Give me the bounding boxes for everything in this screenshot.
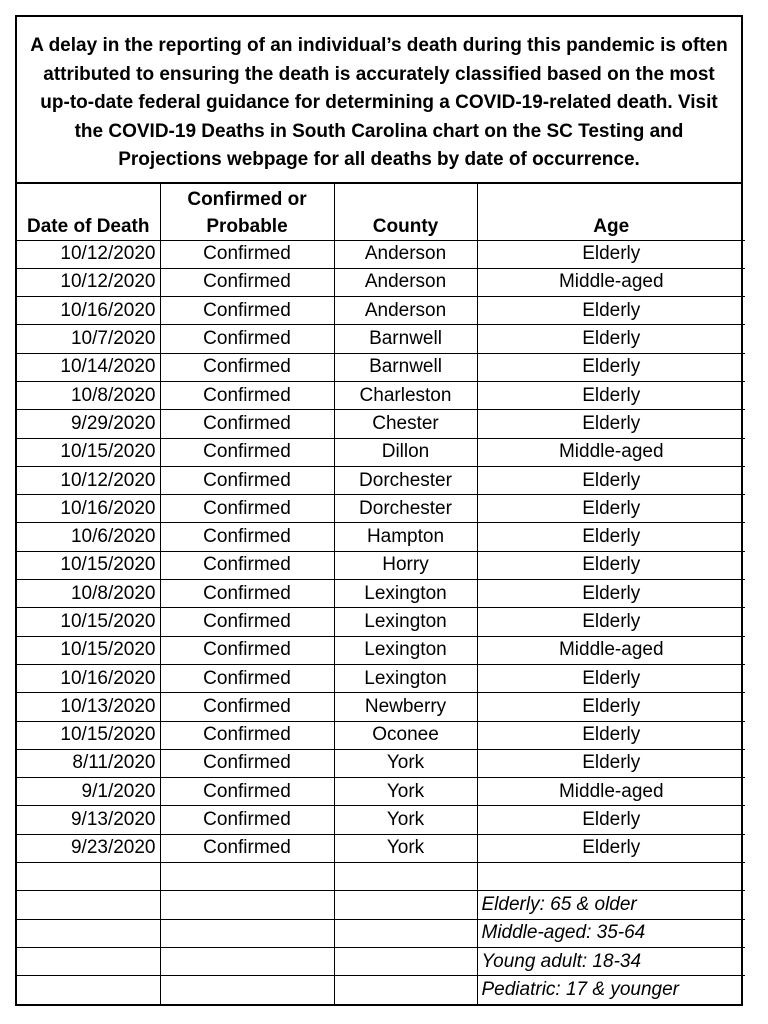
table-row	[17, 466, 745, 494]
empty-cell	[334, 919, 477, 947]
cell-age: Elderly	[477, 325, 745, 353]
deaths-table	[17, 184, 745, 1004]
header-date-of-death: Date of Death	[17, 184, 160, 240]
cell-age: Middle-aged	[477, 438, 745, 466]
cell-age: Elderly	[477, 806, 745, 834]
cell-date-of-death: 10/12/2020	[17, 240, 160, 268]
table-row	[17, 778, 745, 806]
cell-county: Anderson	[334, 297, 477, 325]
cell-county: Lexington	[334, 608, 477, 636]
table-row	[17, 438, 745, 466]
header-county: County	[334, 184, 477, 240]
table-row	[17, 749, 745, 777]
table-row	[17, 268, 745, 296]
table-row	[17, 495, 745, 523]
cell-confirmed-or-probable: Confirmed	[160, 438, 334, 466]
cell-age: Elderly	[477, 297, 745, 325]
cell-date-of-death: 10/15/2020	[17, 721, 160, 749]
cell-county: Barnwell	[334, 353, 477, 381]
cell-county: Charleston	[334, 381, 477, 409]
cell-confirmed-or-probable: Confirmed	[160, 325, 334, 353]
table-row	[17, 240, 745, 268]
table-row	[17, 325, 745, 353]
deaths-report-sheet	[15, 15, 743, 1006]
cell-age: Elderly	[477, 466, 745, 494]
cell-date-of-death: 8/11/2020	[17, 749, 160, 777]
age-legend-entry: Pediatric: 17 & younger	[477, 976, 745, 1004]
cell-date-of-death: 10/8/2020	[17, 580, 160, 608]
cell-county: Dorchester	[334, 495, 477, 523]
cell-age: Elderly	[477, 749, 745, 777]
empty-cell	[160, 863, 334, 891]
legend-row	[17, 976, 745, 1004]
cell-age: Elderly	[477, 608, 745, 636]
empty-cell	[334, 891, 477, 919]
cell-date-of-death: 9/13/2020	[17, 806, 160, 834]
cell-date-of-death: 9/23/2020	[17, 834, 160, 862]
cell-county: York	[334, 778, 477, 806]
age-legend-entry: Young adult: 18-34	[477, 947, 745, 975]
cell-confirmed-or-probable: Confirmed	[160, 693, 334, 721]
cell-age: Elderly	[477, 410, 745, 438]
cell-date-of-death: 10/15/2020	[17, 551, 160, 579]
empty-cell	[160, 891, 334, 919]
cell-age: Middle-aged	[477, 268, 745, 296]
cell-confirmed-or-probable: Confirmed	[160, 297, 334, 325]
cell-date-of-death: 10/15/2020	[17, 438, 160, 466]
cell-date-of-death: 10/13/2020	[17, 693, 160, 721]
legend-row	[17, 919, 745, 947]
table-row	[17, 580, 745, 608]
cell-age: Elderly	[477, 551, 745, 579]
cell-confirmed-or-probable: Confirmed	[160, 268, 334, 296]
cell-confirmed-or-probable: Confirmed	[160, 551, 334, 579]
cell-date-of-death: 9/29/2020	[17, 410, 160, 438]
cell-county: Lexington	[334, 664, 477, 692]
age-legend-entry: Middle-aged: 35-64	[477, 919, 745, 947]
cell-confirmed-or-probable: Confirmed	[160, 240, 334, 268]
cell-date-of-death: 10/8/2020	[17, 381, 160, 409]
header-row	[17, 184, 745, 240]
age-legend-entry: Elderly: 65 & older	[477, 891, 745, 919]
cell-county: Newberry	[334, 693, 477, 721]
table-row	[17, 551, 745, 579]
header-age: Age	[477, 184, 745, 240]
cell-county: Lexington	[334, 636, 477, 664]
cell-confirmed-or-probable: Confirmed	[160, 495, 334, 523]
cell-age: Elderly	[477, 240, 745, 268]
cell-age: Elderly	[477, 664, 745, 692]
cell-confirmed-or-probable: Confirmed	[160, 353, 334, 381]
table-row	[17, 834, 745, 862]
cell-county: Barnwell	[334, 325, 477, 353]
cell-age: Middle-aged	[477, 778, 745, 806]
cell-age: Elderly	[477, 834, 745, 862]
empty-cell	[160, 947, 334, 975]
table-row	[17, 721, 745, 749]
cell-confirmed-or-probable: Confirmed	[160, 636, 334, 664]
cell-confirmed-or-probable: Confirmed	[160, 410, 334, 438]
cell-date-of-death: 9/1/2020	[17, 778, 160, 806]
cell-age: Elderly	[477, 353, 745, 381]
cell-county: York	[334, 806, 477, 834]
cell-county: Lexington	[334, 580, 477, 608]
table-row	[17, 353, 745, 381]
cell-date-of-death: 10/14/2020	[17, 353, 160, 381]
cell-date-of-death: 10/7/2020	[17, 325, 160, 353]
cell-confirmed-or-probable: Confirmed	[160, 834, 334, 862]
cell-date-of-death: 10/12/2020	[17, 466, 160, 494]
legend-row	[17, 947, 745, 975]
empty-cell	[17, 863, 160, 891]
table-row	[17, 636, 745, 664]
cell-age: Elderly	[477, 580, 745, 608]
empty-cell	[160, 976, 334, 1004]
header-confirmed-or-probable: Confirmed or Probable	[160, 184, 334, 240]
cell-county: Chester	[334, 410, 477, 438]
empty-cell	[17, 891, 160, 919]
cell-county: Horry	[334, 551, 477, 579]
cell-date-of-death: 10/15/2020	[17, 636, 160, 664]
cell-age: Middle-aged	[477, 636, 745, 664]
empty-cell	[334, 976, 477, 1004]
cell-age: Elderly	[477, 381, 745, 409]
cell-age: Elderly	[477, 721, 745, 749]
cell-date-of-death: 10/16/2020	[17, 664, 160, 692]
empty-cell	[477, 863, 745, 891]
cell-county: Anderson	[334, 268, 477, 296]
reporting-delay-notice: A delay in the reporting of an individual’s death during this pandemic is often attributed to ensuring the death is accurately classified based on the most up-to-date federal guidance for determining a COVID-19-related death. Visit the COVID-19 Deaths in South Carolina chart on the SC Testing and Projections webpage for all deaths by date of occurrence.	[17, 17, 741, 184]
empty-cell	[17, 919, 160, 947]
table-row	[17, 664, 745, 692]
cell-confirmed-or-probable: Confirmed	[160, 806, 334, 834]
cell-confirmed-or-probable: Confirmed	[160, 721, 334, 749]
cell-confirmed-or-probable: Confirmed	[160, 664, 334, 692]
legend-row	[17, 891, 745, 919]
cell-confirmed-or-probable: Confirmed	[160, 749, 334, 777]
cell-confirmed-or-probable: Confirmed	[160, 381, 334, 409]
empty-cell	[17, 976, 160, 1004]
cell-date-of-death: 10/15/2020	[17, 608, 160, 636]
empty-cell	[160, 919, 334, 947]
empty-cell	[17, 947, 160, 975]
table-row	[17, 806, 745, 834]
cell-confirmed-or-probable: Confirmed	[160, 580, 334, 608]
cell-date-of-death: 10/6/2020	[17, 523, 160, 551]
table-row	[17, 608, 745, 636]
blank-row	[17, 863, 745, 891]
cell-confirmed-or-probable: Confirmed	[160, 466, 334, 494]
table-row	[17, 381, 745, 409]
table-row	[17, 693, 745, 721]
cell-county: Anderson	[334, 240, 477, 268]
cell-county: York	[334, 749, 477, 777]
table-row	[17, 523, 745, 551]
table-row	[17, 297, 745, 325]
cell-age: Elderly	[477, 523, 745, 551]
cell-county: Hampton	[334, 523, 477, 551]
empty-cell	[334, 947, 477, 975]
cell-confirmed-or-probable: Confirmed	[160, 608, 334, 636]
cell-age: Elderly	[477, 495, 745, 523]
empty-cell	[334, 863, 477, 891]
cell-county: Oconee	[334, 721, 477, 749]
cell-confirmed-or-probable: Confirmed	[160, 523, 334, 551]
cell-date-of-death: 10/12/2020	[17, 268, 160, 296]
cell-county: Dorchester	[334, 466, 477, 494]
cell-date-of-death: 10/16/2020	[17, 495, 160, 523]
deaths-table-body	[17, 240, 745, 1004]
table-row	[17, 410, 745, 438]
cell-county: York	[334, 834, 477, 862]
cell-county: Dillon	[334, 438, 477, 466]
cell-age: Elderly	[477, 693, 745, 721]
cell-confirmed-or-probable: Confirmed	[160, 778, 334, 806]
cell-date-of-death: 10/16/2020	[17, 297, 160, 325]
